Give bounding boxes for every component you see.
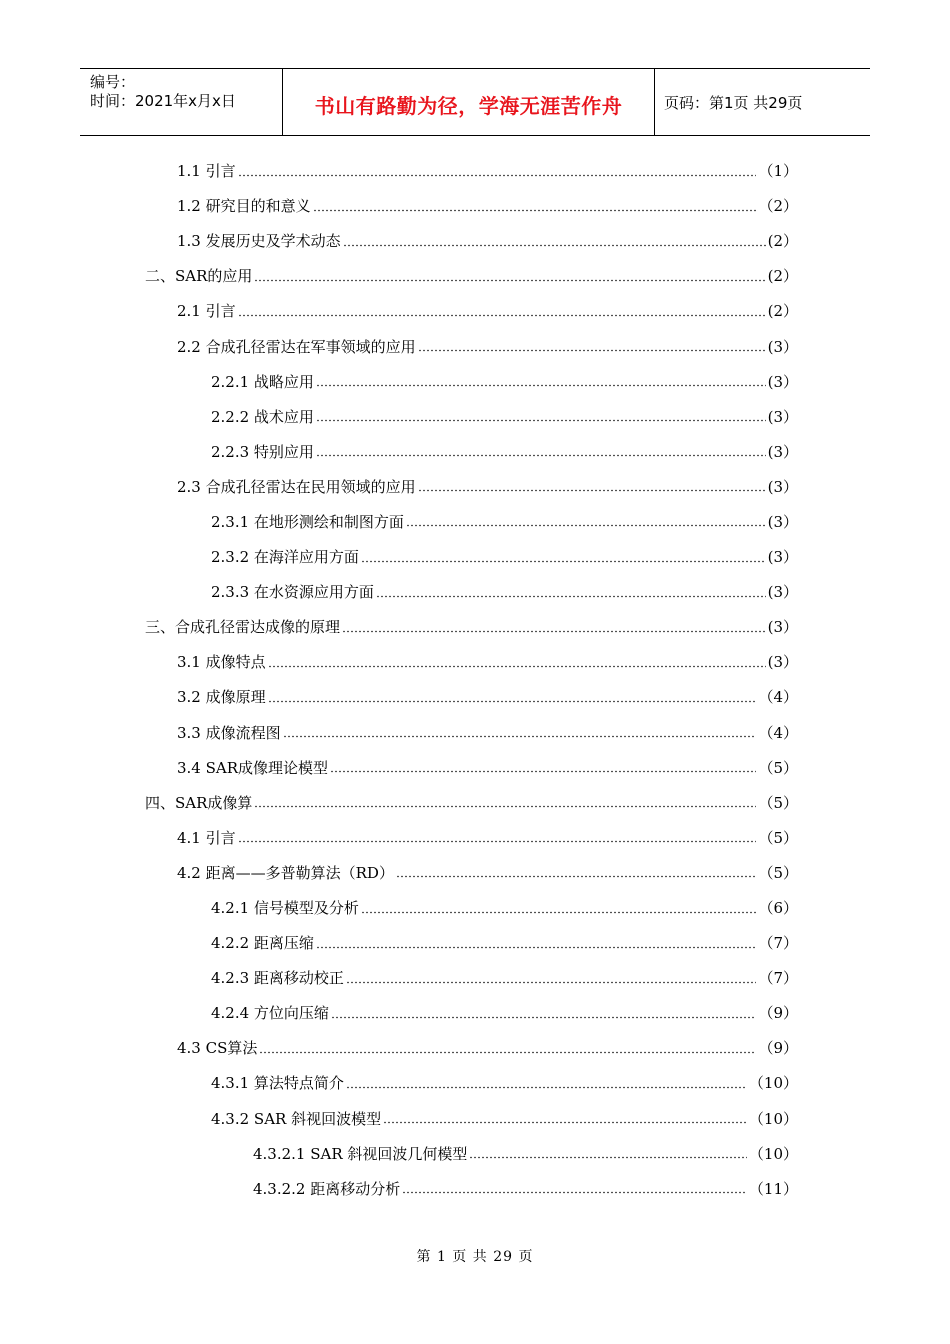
toc-dot-leader bbox=[418, 340, 766, 352]
toc-entry-page: (2） bbox=[767, 232, 798, 251]
toc-dot-leader bbox=[238, 165, 757, 177]
toc-entry[interactable] bbox=[0, 1101, 950, 1136]
toc-entry[interactable] bbox=[0, 364, 950, 399]
toc-entry-title: 3.1 成像特点 bbox=[177, 653, 266, 672]
toc-dot-leader bbox=[343, 235, 766, 247]
toc-dot-leader bbox=[238, 831, 757, 843]
toc-entry-page: （10） bbox=[748, 1144, 798, 1163]
doc-time-label: 时间：2021年x月x日 bbox=[90, 92, 236, 110]
toc-entry[interactable] bbox=[0, 504, 950, 539]
toc-dot-leader bbox=[346, 972, 757, 984]
toc-entry-page: （2） bbox=[758, 197, 798, 216]
toc-entry[interactable] bbox=[0, 328, 950, 363]
toc-entry-title: 1.1 引言 bbox=[177, 162, 236, 181]
toc-entry-title: 4.1 引言 bbox=[177, 828, 236, 847]
toc-entry[interactable] bbox=[0, 153, 950, 188]
table-of-contents bbox=[0, 153, 950, 1206]
toc-entry-page: （5） bbox=[758, 793, 798, 812]
toc-entry[interactable] bbox=[0, 434, 950, 469]
toc-entry[interactable] bbox=[0, 1030, 950, 1065]
toc-entry-title: 二、SAR的应用 bbox=[145, 267, 253, 286]
toc-entry-title: 2.2 合成孔径雷达在军事领域的应用 bbox=[177, 337, 416, 356]
toc-dot-leader bbox=[313, 200, 757, 212]
toc-dot-leader bbox=[331, 1007, 757, 1019]
toc-entry-title: 三、合成孔径雷达成像的原理 bbox=[145, 618, 341, 637]
toc-dot-leader bbox=[330, 761, 756, 773]
toc-entry[interactable] bbox=[0, 960, 950, 995]
toc-entry[interactable] bbox=[0, 399, 950, 434]
toc-entry[interactable] bbox=[0, 609, 950, 644]
toc-entry-page: （5） bbox=[758, 863, 798, 882]
toc-entry-title: 4.3.1 算法特点简介 bbox=[211, 1074, 344, 1093]
toc-dot-leader bbox=[316, 937, 757, 949]
toc-entry[interactable] bbox=[0, 188, 950, 223]
toc-entry-page: (3） bbox=[767, 653, 798, 672]
page-footer bbox=[0, 1246, 950, 1266]
toc-entry[interactable] bbox=[0, 1065, 950, 1100]
doc-number-label: 编号： bbox=[90, 73, 136, 91]
toc-entry-page: （7） bbox=[758, 969, 798, 988]
toc-entry[interactable] bbox=[0, 1136, 950, 1171]
toc-entry-title: 4.2 距离——多普勒算法（RD） bbox=[177, 863, 394, 882]
toc-entry-title: 2.3.1 在地形测绘和制图方面 bbox=[211, 512, 404, 531]
toc-dot-leader bbox=[316, 375, 766, 387]
toc-entry-page: （9） bbox=[758, 1004, 798, 1023]
toc-entry[interactable] bbox=[0, 539, 950, 574]
toc-dot-leader bbox=[361, 551, 766, 563]
toc-entry[interactable] bbox=[0, 223, 950, 258]
toc-entry-title: 2.3.3 在水资源应用方面 bbox=[211, 583, 374, 602]
toc-entry-page: （1） bbox=[758, 162, 798, 181]
toc-entry-page: （10） bbox=[748, 1074, 798, 1093]
toc-entry-page: （5） bbox=[758, 828, 798, 847]
header-meta bbox=[80, 69, 282, 135]
toc-entry[interactable] bbox=[0, 469, 950, 504]
toc-dot-leader bbox=[383, 1112, 747, 1124]
toc-entry[interactable] bbox=[0, 258, 950, 293]
toc-entry-page: （4） bbox=[758, 688, 798, 707]
toc-entry-page: （5） bbox=[758, 758, 798, 777]
toc-entry-title: 2.3 合成孔径雷达在民用领域的应用 bbox=[177, 477, 416, 496]
toc-dot-leader bbox=[254, 796, 756, 808]
toc-entry-title: 4.2.2 距离压缩 bbox=[211, 934, 314, 953]
toc-dot-leader bbox=[254, 270, 765, 282]
toc-dot-leader bbox=[342, 621, 766, 633]
toc-entry-title: 4.2.1 信号模型及分析 bbox=[211, 899, 359, 918]
toc-dot-leader bbox=[418, 480, 766, 492]
toc-entry-page: （4） bbox=[758, 723, 798, 742]
toc-entry-page: （7） bbox=[758, 934, 798, 953]
toc-entry-page: (3） bbox=[767, 583, 798, 602]
toc-entry[interactable] bbox=[0, 644, 950, 679]
toc-entry-title: 2.2.3 特别应用 bbox=[211, 442, 314, 461]
toc-entry-page: (3） bbox=[767, 442, 798, 461]
toc-entry-title: 4.3.2.1 SAR 斜视回波几何模型 bbox=[253, 1144, 468, 1163]
toc-dot-leader bbox=[402, 1182, 747, 1194]
toc-entry-page: (3） bbox=[767, 548, 798, 567]
header-page-info-cell bbox=[655, 69, 870, 135]
toc-entry-page: (3） bbox=[767, 407, 798, 426]
toc-entry-page: （9） bbox=[758, 1039, 798, 1058]
header-motto: 书山有路勤为径，学海无涯苦作舟 bbox=[314, 93, 623, 118]
toc-entry-page: (3） bbox=[767, 618, 798, 637]
header-page-info: 页码：第1页 共29页 bbox=[664, 93, 803, 112]
toc-entry-title: 2.3.2 在海洋应用方面 bbox=[211, 548, 359, 567]
toc-entry-page: （10） bbox=[748, 1109, 798, 1128]
toc-entry[interactable] bbox=[0, 1171, 950, 1206]
toc-entry[interactable] bbox=[0, 820, 950, 855]
toc-entry[interactable] bbox=[0, 750, 950, 785]
toc-dot-leader bbox=[283, 726, 757, 738]
toc-entry[interactable] bbox=[0, 293, 950, 328]
toc-entry[interactable] bbox=[0, 995, 950, 1030]
toc-entry-page: （11） bbox=[748, 1179, 798, 1198]
toc-entry[interactable] bbox=[0, 925, 950, 960]
toc-entry[interactable] bbox=[0, 679, 950, 714]
toc-entry-page: (3） bbox=[767, 372, 798, 391]
header-motto-cell bbox=[282, 69, 655, 135]
toc-entry-title: 2.1 引言 bbox=[177, 302, 236, 321]
toc-entry-title: 4.3 CS算法 bbox=[177, 1039, 258, 1058]
toc-entry-page: (3） bbox=[767, 477, 798, 496]
toc-dot-leader bbox=[316, 445, 766, 457]
toc-dot-leader bbox=[376, 586, 766, 598]
toc-entry-title: 四、SAR成像算 bbox=[145, 793, 253, 812]
toc-entry[interactable] bbox=[0, 855, 950, 890]
toc-entry-page: （6） bbox=[758, 899, 798, 918]
toc-entry-title: 4.2.3 距离移动校正 bbox=[211, 969, 344, 988]
toc-entry-page: (3） bbox=[767, 337, 798, 356]
toc-dot-leader bbox=[268, 691, 757, 703]
toc-entry-page: (3） bbox=[767, 512, 798, 531]
toc-dot-leader bbox=[316, 410, 766, 422]
toc-dot-leader bbox=[406, 515, 766, 527]
toc-dot-leader bbox=[346, 1077, 747, 1089]
toc-entry-title: 4.3.2.2 距离移动分析 bbox=[253, 1179, 401, 1198]
toc-entry-title: 4.3.2 SAR 斜视回波模型 bbox=[211, 1109, 382, 1128]
page-header bbox=[80, 68, 870, 136]
toc-dot-leader bbox=[361, 902, 757, 914]
toc-dot-leader bbox=[268, 656, 766, 668]
toc-entry-title: 2.2.1 战略应用 bbox=[211, 372, 314, 391]
toc-dot-leader bbox=[396, 866, 757, 878]
toc-entry-title: 3.2 成像原理 bbox=[177, 688, 266, 707]
toc-dot-leader bbox=[238, 305, 766, 317]
toc-entry[interactable] bbox=[0, 715, 950, 750]
toc-entry-page: (2） bbox=[767, 267, 798, 286]
toc-entry[interactable] bbox=[0, 890, 950, 925]
toc-entry-title: 3.3 成像流程图 bbox=[177, 723, 281, 742]
toc-dot-leader bbox=[259, 1042, 756, 1054]
footer-page-number: 第 1 页 共 29 页 bbox=[416, 1249, 534, 1265]
toc-entry-title: 3.4 SAR成像理论模型 bbox=[177, 758, 329, 777]
toc-entry-title: 4.2.4 方位向压缩 bbox=[211, 1004, 329, 1023]
toc-entry-page: (2） bbox=[767, 302, 798, 321]
toc-entry[interactable] bbox=[0, 574, 950, 609]
toc-entry[interactable] bbox=[0, 785, 950, 820]
toc-entry-title: 1.2 研究目的和意义 bbox=[177, 197, 311, 216]
toc-entry-title: 2.2.2 战术应用 bbox=[211, 407, 314, 426]
toc-dot-leader bbox=[469, 1147, 746, 1159]
toc-entry-title: 1.3 发展历史及学术动态 bbox=[177, 232, 341, 251]
